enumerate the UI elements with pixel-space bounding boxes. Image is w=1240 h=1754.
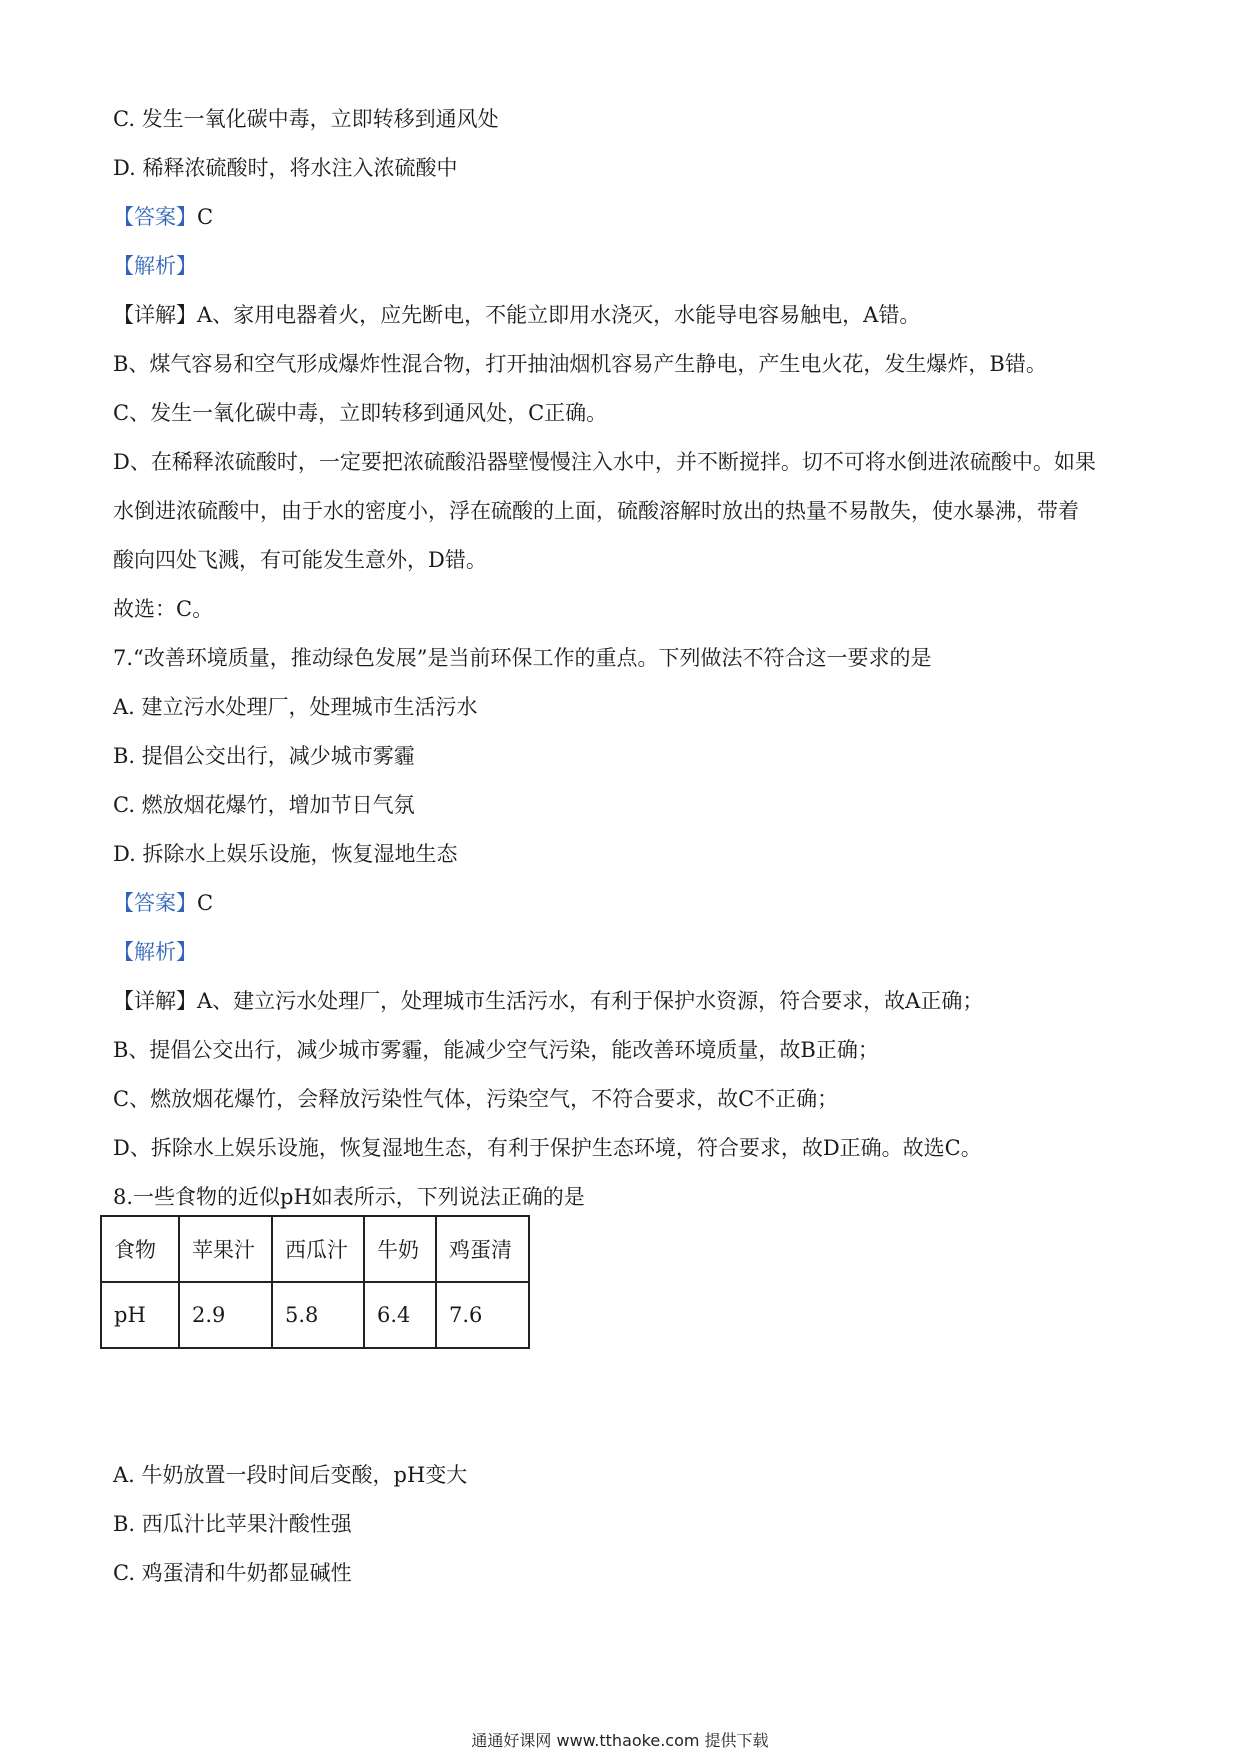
q7-stem: 7.“改善环境质量，推动绿色发展”是当前环保工作的重点。下列做法不符合这一要求的是	[113, 646, 932, 670]
q8-option-a: A. 牛奶放置一段时间后变酸，pH变大	[113, 1463, 468, 1487]
table-header-row	[101, 1216, 529, 1282]
q6-conclusion: 故选：C。	[113, 597, 214, 621]
q8-option-c: C. 鸡蛋清和牛奶都显碱性	[113, 1561, 352, 1585]
page-footer: 通通好课网 www.tthaoke.com 提供下载	[471, 1731, 769, 1750]
answer-tag: 【答案】	[113, 205, 197, 229]
table-row	[101, 1282, 529, 1348]
q7-option-c: C. 燃放烟花爆竹，增加节日气氛	[113, 793, 415, 817]
table-cell: 鸡蛋清	[436, 1216, 529, 1282]
table-cell: 食物	[101, 1216, 179, 1282]
q8-stem: 8.一些食物的近似pH如表所示，下列说法正确的是	[113, 1185, 585, 1209]
q6-detail-c: C、发生一氧化碳中毒，立即转移到通风处，C正确。	[113, 401, 608, 425]
table-cell: 6.4	[364, 1282, 436, 1348]
table-cell: pH	[101, 1282, 179, 1348]
table-cell: 苹果汁	[179, 1216, 272, 1282]
q6-detail-b: B、煤气容易和空气形成爆炸性混合物，打开抽油烟机容易产生静电，产生电火花，发生爆炸，B错。	[113, 352, 1047, 376]
q6-answer	[113, 202, 213, 232]
q6-analysis-tag: 【解析】	[113, 254, 197, 278]
table-cell: 牛奶	[364, 1216, 436, 1282]
q6-detail-d2: 水倒进浓硫酸中，由于水的密度小，浮在硫酸的上面，硫酸溶解时放出的热量不易散失，使水暴沸，带着	[113, 499, 1079, 523]
q7-detail-b: B、提倡公交出行，减少城市雾霾，能减少空气污染，能改善环境质量，故B正确；	[113, 1038, 879, 1062]
answer-tag: 【答案】	[113, 891, 197, 915]
q7-option-d: D. 拆除水上娱乐设施，恢复湿地生态	[113, 842, 458, 866]
q8-option-b: B. 西瓜汁比苹果汁酸性强	[113, 1512, 352, 1536]
ph-table	[100, 1215, 530, 1349]
table-cell: 西瓜汁	[272, 1216, 364, 1282]
q6-detail-d3: 酸向四处飞溅，有可能发生意外，D错。	[113, 548, 487, 572]
q6-option-d: D. 稀释浓硫酸时，将水注入浓硫酸中	[113, 156, 458, 180]
q6-detail-d1: D、在稀释浓硫酸时，一定要把浓硫酸沿器壁慢慢注入水中，并不断搅拌。切不可将水倒进浓硫酸中。如果	[113, 450, 1096, 474]
q6-detail-a: 【详解】A、家用电器着火，应先断电，不能立即用水浇灭，水能导电容易触电，A错。	[113, 303, 921, 327]
table-cell: 5.8	[272, 1282, 364, 1348]
table-cell: 2.9	[179, 1282, 272, 1348]
q7-analysis-tag: 【解析】	[113, 940, 197, 964]
q7-option-b: B. 提倡公交出行，减少城市雾霾	[113, 744, 415, 768]
q7-option-a: A. 建立污水处理厂，处理城市生活污水	[113, 695, 478, 719]
q7-detail-d: D、拆除水上娱乐设施，恢复湿地生态，有利于保护生态环境，符合要求，故D正确。故选C。	[113, 1136, 982, 1160]
q7-detail-a: 【详解】A、建立污水处理厂，处理城市生活污水，有利于保护水资源，符合要求，故A正确；	[113, 989, 984, 1013]
answer-value: C	[197, 891, 214, 915]
q7-answer	[113, 888, 213, 918]
table-cell: 7.6	[436, 1282, 529, 1348]
q6-option-c: C. 发生一氧化碳中毒，立即转移到通风处	[113, 107, 499, 131]
answer-value: C	[197, 205, 214, 229]
q7-detail-c: C、燃放烟花爆竹，会释放污染性气体，污染空气，不符合要求，故C不正确；	[113, 1087, 839, 1111]
